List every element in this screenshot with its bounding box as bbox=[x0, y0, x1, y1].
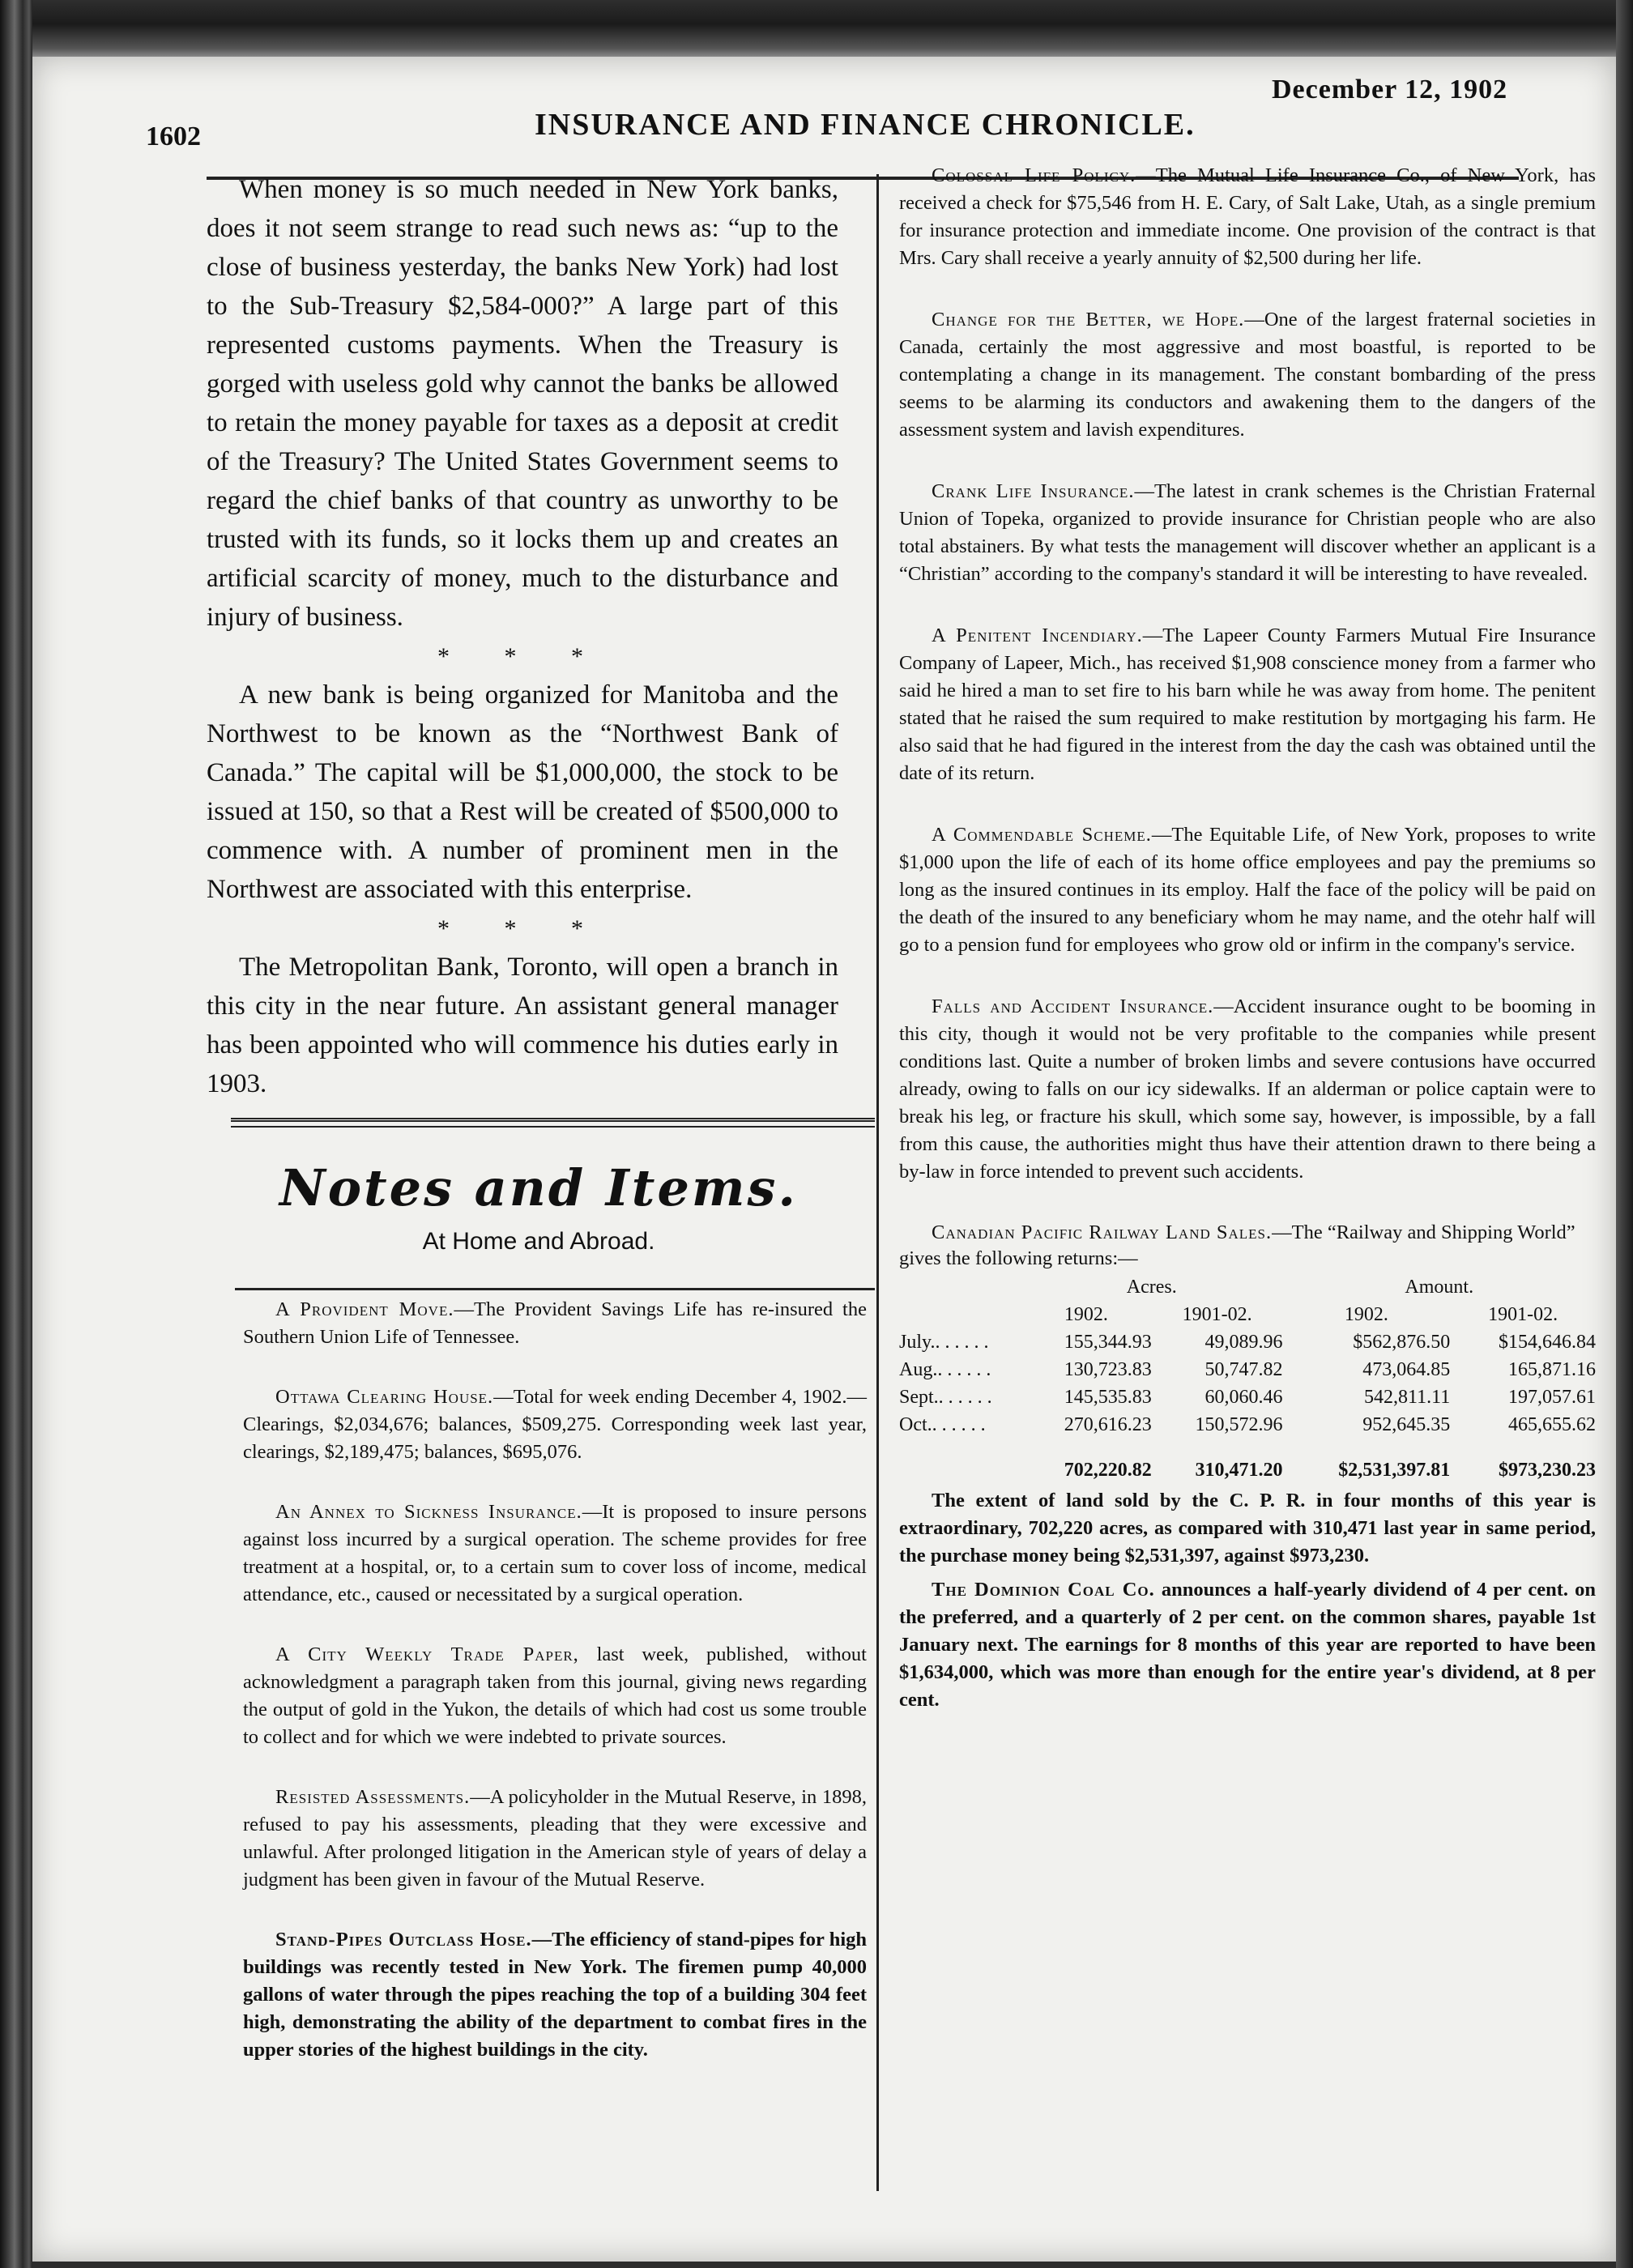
column-header: 1901-02. bbox=[1488, 1304, 1558, 1325]
cell: $973,230.23 bbox=[1499, 1460, 1596, 1481]
cell: 49,089.96 bbox=[1204, 1332, 1283, 1353]
item-body: —The efficiency of stand-pipes for high buildings was recently tested in New York. The firemen pump 40,000 gallons of water through the pipes reaching the top of a building 304 feet high, demonstrating the ability of the department to combat fires in the upper stories of the highest buildings in the city. bbox=[243, 1929, 867, 2061]
item-heading: A City Weekly Trade Paper, bbox=[275, 1643, 579, 1665]
item-body: —The Equitable Life, of New York, proposes to write $1,000 upon the life of each of its home office employees and pay the premiums so long as the insured continues in its employ. Half the face of the policy will be paid on the death of the insured to any beneficiary whom he may name, and the otehr half will go to a pension fund for employees who grow old or infirm in the company's service. bbox=[899, 824, 1596, 956]
masthead-title: INSURANCE AND FINANCE CHRONICLE. bbox=[535, 108, 1196, 142]
left-editorial bbox=[207, 170, 838, 1103]
cell: $154,646.84 bbox=[1499, 1332, 1596, 1353]
cell: $562,876.50 bbox=[1353, 1332, 1451, 1353]
item-body: last week, published, without acknowledgment a paragraph taken from this journal, giving news regarding the output of gold in the Yukon, the details of which had cost us some trouble to collect and for which we were indebted to private sources. bbox=[243, 1643, 867, 1748]
page-number: 1602 bbox=[146, 122, 201, 151]
column-header: 1902. bbox=[1064, 1304, 1108, 1325]
totals-row bbox=[899, 1439, 1596, 1484]
table-row bbox=[899, 1356, 1596, 1383]
section-stars: * * * bbox=[437, 915, 608, 942]
row-month: July.. . . . . . bbox=[899, 1332, 989, 1353]
news-item bbox=[243, 1926, 867, 2064]
cell: 702,220.82 bbox=[1064, 1460, 1152, 1481]
item-body: —The latest in crank schemes is the Christian Fraternal Union of Topeka, organized to provide insurance for Christian people who are also total abstainers. By what tests the management will discover whether an applicant is a “Christian” according to the company's standard it will be interesting to have revealed. bbox=[899, 480, 1596, 585]
item-heading: Resisted Assessments. bbox=[275, 1786, 471, 1808]
cell: 197,057.61 bbox=[1508, 1387, 1596, 1408]
section-stars: * * * bbox=[437, 643, 608, 670]
table-row bbox=[899, 1411, 1596, 1439]
item-body: —The Mutual Life Insurance Co., of New York, has received a check for $75,546 from H. E. Cary, of Salt Lake, Utah, as a single premium for insurance protection and immediate income. One provision of the contract is that Mrs. Cary shall receive a yearly annuity of $2,500 during her life. bbox=[899, 164, 1596, 269]
item-body: —Total for week ending December 4, 1902.—Clearings, $2,034,676; balances, $509,275. Corresponding week last year, clearings, $2,189,475; balances, $695,076. bbox=[243, 1386, 867, 1463]
column-divider bbox=[876, 174, 879, 2191]
column-header: 1901-02. bbox=[1182, 1304, 1252, 1325]
item-heading: Crank Life Insurance. bbox=[932, 480, 1135, 502]
item-body: —The Lapeer County Farmers Mutual Fire Insurance Company of Lapeer, Mich., has received $1,908 conscience money from a farmer who said he hired a man to set fire to his barn while he was away from home. The penitent stated that he raised the sum required to make restitution by mortgaging his farm. He also said that he had figured in the interest from the day the cash was obtained until the date of its return. bbox=[899, 625, 1596, 784]
news-item bbox=[899, 162, 1596, 272]
cell: 310,471.20 bbox=[1195, 1460, 1283, 1481]
scan-right-edge bbox=[1616, 0, 1633, 2268]
news-item bbox=[899, 993, 1596, 1186]
item-body: —One of the largest fraternal societies in Canada, certainly the most aggressive and most boastful, is reported to be contemplating a change in its management. The constant bombarding of the press seems to be alarming its conductors and awakening them to the dangers of the assessment system and lavish expenditures. bbox=[899, 309, 1596, 441]
cell: $2,531,397.81 bbox=[1338, 1460, 1451, 1481]
book-binding-edge bbox=[0, 0, 32, 2268]
news-item bbox=[899, 478, 1596, 588]
row-month: Aug.. . . . . . bbox=[899, 1359, 991, 1380]
table-row bbox=[899, 1328, 1596, 1356]
cell: 60,060.46 bbox=[1204, 1387, 1283, 1408]
cell: 270,616.23 bbox=[1064, 1414, 1152, 1435]
scan-top-edge bbox=[0, 0, 1633, 57]
item-body: —The “Railway and Shipping World” gives the following returns:— bbox=[899, 1221, 1575, 1269]
cell: 130,723.83 bbox=[1064, 1359, 1152, 1380]
news-item bbox=[243, 1784, 867, 1894]
item-heading: A Penitent Incendiary. bbox=[932, 625, 1143, 646]
table-row bbox=[899, 1383, 1596, 1411]
editorial-paragraph: When money is so much needed in New York banks, does it not seem strange to read such news as: “up to the close of business yesterday, the banks New York) had lost to the Sub-Treasury $2,584-000?” A large part of this represented customs payments. When the Treasury is gorged with useless gold why cannot the banks be allowed to retain the money payable for taxes as a deposit at credit of the Treasury? The United States Government seems to regard the chief banks of that country as unworthy to be trusted with its funds, so it locks them up and creates an artificial scarcity of money, much to the disturbance and injury of business. bbox=[207, 175, 838, 632]
land-sales-intro bbox=[899, 1220, 1596, 1272]
section-rule bbox=[231, 1126, 875, 1128]
item-body: —Accident insurance ought to be booming in this city, though it would not be very profitable to the companies while present conditions last. Quite a number of broken limbs and severe contusions have occurred already, owing to falls on our icy sidewalks. If an alderman or police captain were to break his leg, or fracture his skull, which some say, however, is impossible, by a fall from this cause, the authorities might thus have their attention drawn to there being a by-law in force intended to prevent such accidents. bbox=[899, 995, 1596, 1183]
cell: 50,747.82 bbox=[1204, 1359, 1283, 1380]
right-news-items bbox=[899, 162, 1596, 1714]
item-heading: Change for the Better, we Hope. bbox=[932, 309, 1245, 330]
item-heading: Falls and Accident Insurance. bbox=[932, 995, 1214, 1017]
item-heading: Stand-Pipes Outclass Hose. bbox=[275, 1929, 532, 1950]
news-item bbox=[243, 1498, 867, 1609]
cell: 542,811.11 bbox=[1364, 1387, 1451, 1408]
land-sales-table bbox=[899, 1273, 1596, 1484]
section-rule bbox=[231, 1118, 875, 1125]
notes-rule bbox=[235, 1288, 875, 1290]
row-month: Oct.. . . . . . bbox=[899, 1414, 986, 1435]
item-heading: Ottawa Clearing House. bbox=[275, 1386, 494, 1408]
item-body: —The Provident Savings Life has re-insured the Southern Union Life of Tennessee. bbox=[243, 1298, 867, 1348]
cell: 952,645.35 bbox=[1362, 1414, 1451, 1435]
item-heading: A Provident Move. bbox=[275, 1298, 454, 1320]
cell: 155,344.93 bbox=[1064, 1332, 1152, 1353]
column-header: 1902. bbox=[1344, 1304, 1388, 1325]
issue-date: December 12, 1902 bbox=[1272, 75, 1508, 104]
item-heading: A Commendable Scheme. bbox=[932, 824, 1152, 846]
editorial-paragraph: The Metropolitan Bank, Toronto, will open a branch in this city in the near future. An assistant general manager has been appointed who will commence his duties early in 1903. bbox=[207, 953, 838, 1098]
land-sales-summary: The extent of land sold by the C. P. R. in four months of this year is extraordinary, 702,220 acres, as compared with 310,471 last year in same period, the purchase money being $2,531,397, against $973,230. bbox=[899, 1490, 1596, 1567]
cell: 150,572.96 bbox=[1195, 1414, 1283, 1435]
item-body: —It is proposed to insure persons against loss incurred by a surgical operation. The scheme provides for free treatment at a hospital, or, to a certain sum to cover loss of income, medical attendance, etc., caused or necessitated by a surgical operation. bbox=[243, 1501, 867, 1605]
row-month: Sept.. . . . . . bbox=[899, 1387, 992, 1408]
news-item bbox=[899, 306, 1596, 444]
item-body: —A policyholder in the Mutual Reserve, in 1898, refused to pay his assessments, pleading that they were excessive and unlawful. After prolonged litigation in the American style of years of delay a judgment has been given in favour of the Mutual Reserve. bbox=[243, 1786, 867, 1891]
group-header-acres: Acres. bbox=[1126, 1277, 1177, 1298]
item-heading: The Dominion Coal Co. bbox=[932, 1579, 1155, 1601]
cell: 145,535.83 bbox=[1064, 1387, 1152, 1408]
group-header-amount: Amount. bbox=[1405, 1277, 1474, 1298]
left-news-items bbox=[243, 1296, 867, 2096]
item-heading: Canadian Pacific Railway Land Sales. bbox=[932, 1221, 1273, 1243]
item-heading: Colossal Life Policy. bbox=[932, 164, 1136, 186]
notes-heading: Notes and Items. bbox=[279, 1158, 798, 1217]
item-heading: An Annex to Sickness Insurance. bbox=[275, 1501, 582, 1523]
editorial-paragraph: A new bank is being organized for Manitoba and the Northwest to be known as the “Northwest Bank of Canada.” The capital will be $1,000,000, the stock to be issued at 150, so that a Rest will be created of $500,000 to commence with. A number of prominent men in the Northwest are associated with this enterprise. bbox=[207, 680, 838, 904]
cell: 465,655.62 bbox=[1508, 1414, 1596, 1435]
cell: 473,064.85 bbox=[1362, 1359, 1451, 1380]
cell: 165,871.16 bbox=[1508, 1359, 1596, 1380]
news-item bbox=[899, 622, 1596, 787]
news-item bbox=[899, 821, 1596, 959]
news-item bbox=[243, 1641, 867, 1751]
news-item bbox=[243, 1383, 867, 1466]
item-body: announces a half-yearly dividend of 4 per cent. on the preferred, and a quarterly of 2 per cent. on the common shares, payable 1st January next. The earnings for 8 months of this year are reported to have been $1,634,000, which was more than enough for the entire year's dividend, at 8 per cent. bbox=[899, 1579, 1596, 1711]
news-item bbox=[899, 1576, 1596, 1714]
notes-subheading: At Home and Abroad. bbox=[422, 1228, 655, 1255]
news-item bbox=[243, 1296, 867, 1351]
